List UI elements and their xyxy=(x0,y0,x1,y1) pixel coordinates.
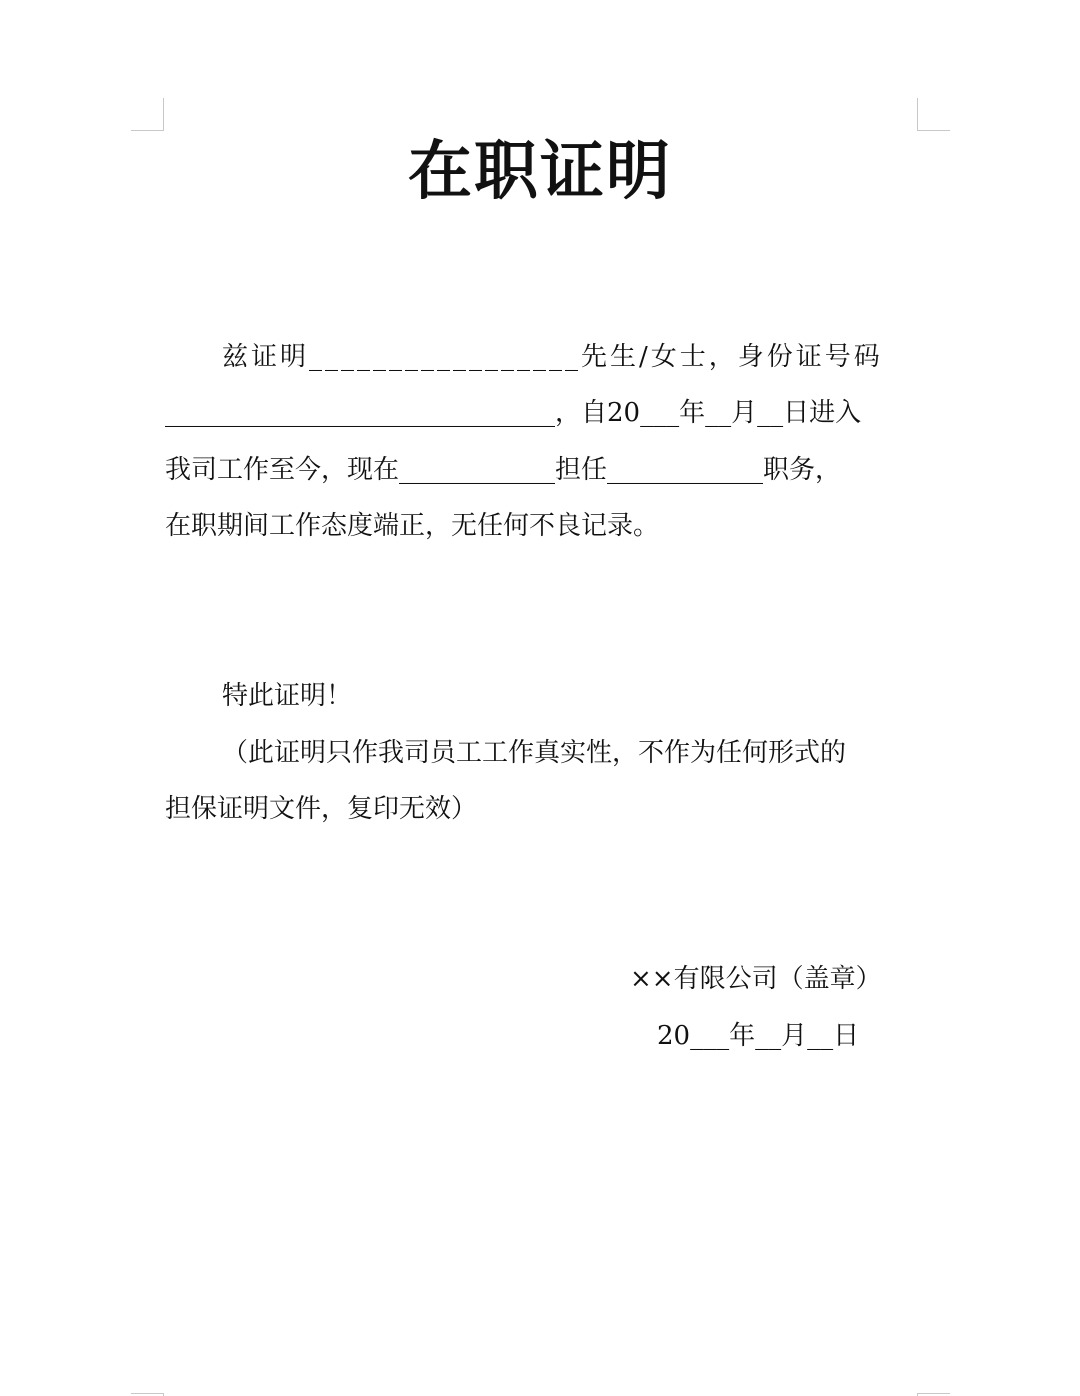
note-line-2: 担保证明文件，复印无效） xyxy=(165,794,478,824)
body-line-2: ______________________________，自20___年__月__日进入 xyxy=(165,398,862,428)
signature-company: ××有限公司（盖章） xyxy=(630,964,882,994)
body-line-4: 在职期间工作态度端正，无任何不良记录。 xyxy=(165,511,660,541)
body-line-1: 兹证明_________________先生/女士，身份证号码 xyxy=(222,342,883,372)
closing-statement: 特此证明！ xyxy=(222,681,353,711)
document-title: 在职证明 xyxy=(408,134,672,209)
note-line-1: （此证明只作我司员工工作真实性，不作为任何形式的 xyxy=(222,738,847,768)
signature-date: 20___年__月__日 xyxy=(657,1021,860,1051)
margin-corner-top-right xyxy=(917,98,950,131)
margin-corner-top-left xyxy=(131,98,164,131)
body-line-3: 我司工作至今，现在____________担任____________职务， xyxy=(165,455,842,485)
